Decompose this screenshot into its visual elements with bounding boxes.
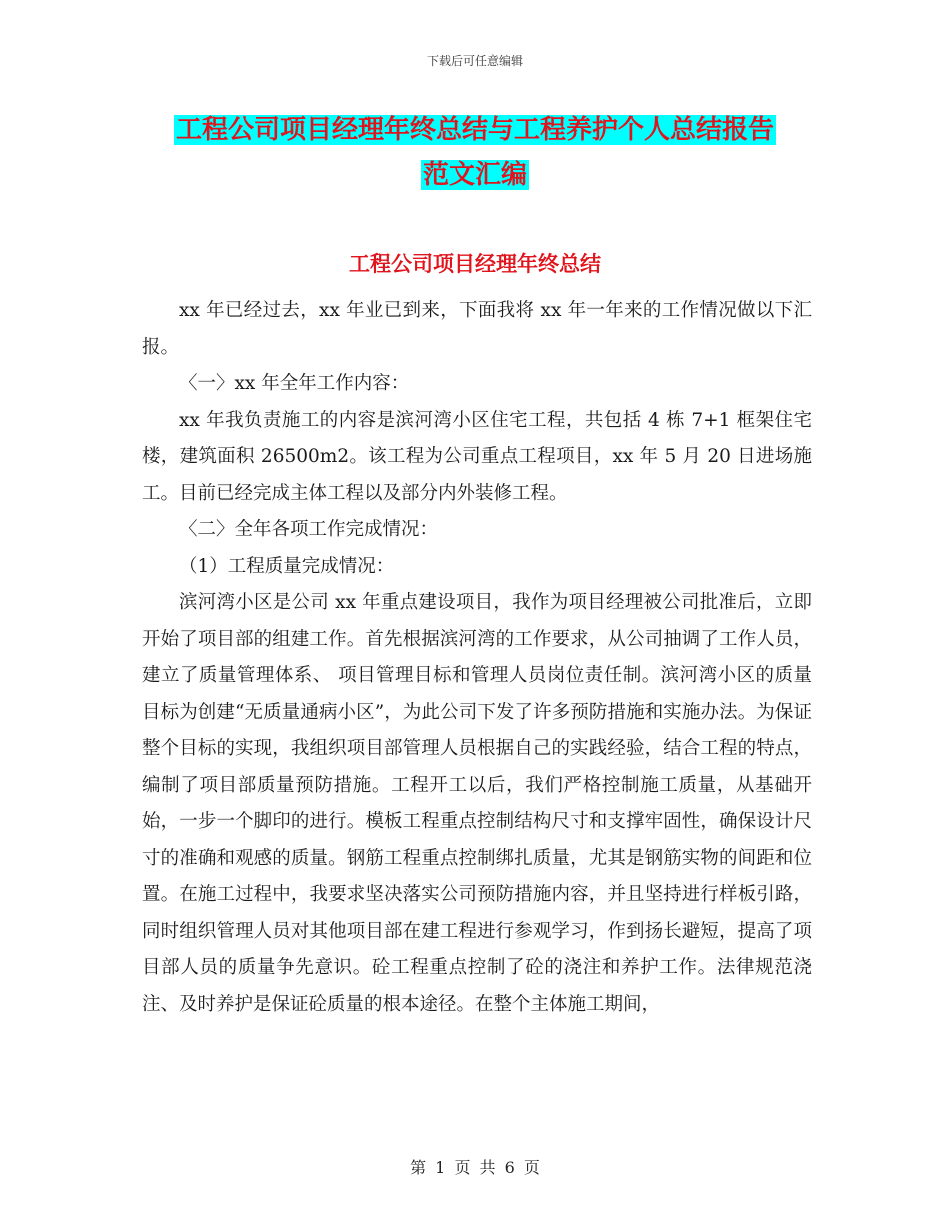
section-title: 工程公司项目经理年终总结 (349, 252, 601, 276)
paragraph-project-content: xx 年我负责施工的内容是滨河湾小区住宅工程，共包括 4 栋 7+1 框架住宅楼，建筑面积 26500m2。该工程为公司重点工程项目，xx 年 5 月 20 日进场施工。目前已经完成主体工程以及部分内外装修工程。 (142, 409, 812, 504)
document-title-line-1: 工程公司项目经理年终总结与工程养护个人总结报告 (175, 115, 774, 145)
paragraph-quality-details: 滨河湾小区是公司 xx 年重点建设项目，我作为项目经理被公司批准后，立即开始了项目部的组建工作。首先根据滨河湾的工作要求，从公司抽调了工作人员，建立了质量管理体系、 项目管理目标和管理人员岗位责任制。滨河湾小区的质量目标为创建“无质量通病小区”，为此公司下发了许多预防措施和实施办法。为保证整个目标的实现，我组织项目部管理人员根据自己的实践经验，结合工程的特点，编制了项目部质量预防措施。工程开工以后，我们严格控制施工质量，从基础开始，一步一个脚印的进行。模板工程重点控制结构尺寸和支撑牢固性，确保设计尺寸的准确和观感的质量。钢筋工程重点控制绑扎质量，尤其是钢筋实物的间距和位置。在施工过程中，我要求坚决落实公司预防措施内容，并且坚持进行样板引路，同时组织管理人员对其他项目部在建工程进行参观学习，作到扬长避短，提高了项目部人员的质量争先意识。砼工程重点控制了砼的浇注和养护工作。法律规范浇注、及时养护是保证砼质量的根本途径。在整个主体施工期间， (142, 592, 812, 1015)
paragraph-heading-1: 〈一〉xx 年全年工作内容： (179, 373, 410, 394)
document-body (142, 293, 812, 1023)
document-title-line-2: 范文汇编 (422, 160, 527, 190)
paragraph-subheading-quality: （1）工程质量完成情况： (179, 555, 395, 577)
paragraph-heading-2: 〈二〉全年各项工作完成情况： (179, 519, 439, 540)
page-header: 下载后可任意编辑 (426, 54, 523, 68)
document-title (0, 108, 950, 198)
paragraph-intro: xx 年已经过去，xx 年业已到来，下面我将 xx 年一年来的工作情况做以下汇报。 (142, 300, 812, 358)
page-number: 第 1 页 共 6 页 (410, 1158, 540, 1177)
